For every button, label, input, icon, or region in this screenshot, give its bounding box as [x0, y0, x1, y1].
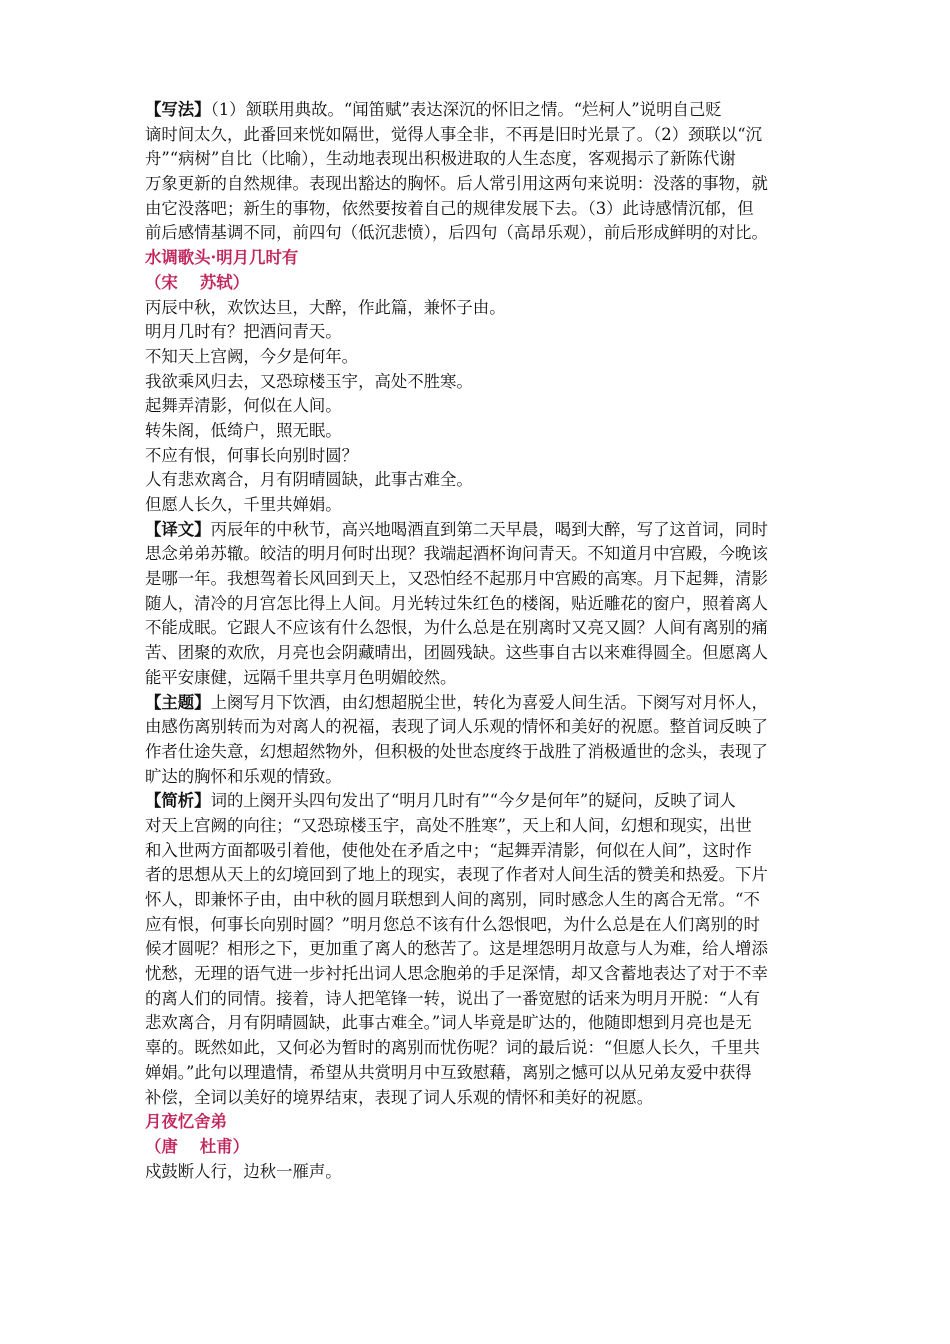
- paragraph-line: 辜的。既然如此，又何必为暂时的离别而忧伤呢？词的最后说：“但愿人长久，千里共: [145, 1038, 760, 1058]
- paragraph-line: 万象更新的自然规律。表现出豁达的胸怀。后人常引用这两句来说明：没落的事物，就: [145, 174, 768, 194]
- paragraph-line: 由感伤离别转而为对离人的祝福，表现了词人乐观的情怀和美好的祝愿。整首词反映了: [145, 717, 768, 737]
- document-page: [145, 98, 825, 1184]
- poem-line: 丙辰中秋，欢饮达旦，大醉，作此篇，兼怀子由。: [145, 297, 506, 317]
- paragraph-line: 思念弟弟苏辙。皎洁的明月何时出现？我端起酒杯询问青天。不知道月中宫殿，今晚该: [145, 544, 768, 564]
- poem-line: 起舞弄清影，何似在人间。: [145, 396, 342, 416]
- paragraph-line: 是哪一年。我想驾着长风回到天上，又恐怕经不起那月中宫殿的高寒。月下起舞，清影: [145, 569, 768, 589]
- section-label: 【简析】: [145, 791, 211, 811]
- paragraph-line: 和入世两方面都吸引着他，使他处在矛盾之中；“起舞弄清影，何似在人间”，这时作: [145, 840, 752, 860]
- paragraph-line: 婵娟。”此句以理遣情，希望从共赏明月中互致慰藉，离别之憾可以从兄弟友爱中获得: [145, 1062, 752, 1082]
- poem-body: [145, 296, 825, 518]
- paragraph-line: 对天上宫阙的向往；“又恐琼楼玉宇，高处不胜寒”，天上和人间，幻想和现实，出世: [145, 815, 752, 835]
- poem-title: 水调歌头·明月几时有: [145, 248, 299, 268]
- section-label: 【写法】: [145, 100, 211, 119]
- poem-line: 我欲乘风归去，又恐琼楼玉宇，高处不胜寒。: [145, 371, 473, 391]
- paragraph-line: 应有恨，何事长向别时圆？”明月您总不该有什么怨恨吧，为什么总是在人们离别的时: [145, 914, 760, 934]
- paragraph-line: 上阕写月下饮酒，由幻想超脱尘世，转化为喜爱人间生活。下阕写对月怀人，: [210, 692, 768, 712]
- paragraph-line: 忧愁，无理的语气进一步衬托出词人思念胞弟的手足深情，却又含蓄地表达了对于不幸: [145, 964, 768, 984]
- paragraph-line: 不能成眠。它跟人不应该有什么怨恨，为什么总是在别离时又亮又圆？人间有离别的痛: [145, 618, 768, 638]
- poem-line: 明月几时有？把酒问青天。: [145, 322, 342, 342]
- section-label: 【译文】: [145, 519, 211, 539]
- poem-author: （宋 苏轼）: [145, 272, 250, 292]
- theme-paragraph: [145, 691, 825, 790]
- poem-line: 不知天上宫阙，今夕是何年。: [145, 346, 359, 366]
- paragraph-line: 谪时间太久，此番回来恍如隔世，觉得人事全非，不再是旧时光景了。（2）颈联以“沉: [145, 124, 763, 144]
- paragraph-line: 苦、团聚的欢欣，月亮也会阴藏晴出，团圆残缺。这些事自古以来难得圆全。但愿离人: [145, 643, 768, 663]
- paragraph-line: 由它没落吧；新生的事物，依然要按着自己的规律发展下去。（3）此诗感情沉郁，但: [145, 198, 754, 218]
- paragraph-line: 丙辰年的中秋节，高兴地喝酒直到第二天早晨，喝到大醉，写了这首词，同时: [210, 519, 768, 539]
- paragraph-line: 悲欢离合，月有阴晴圆缺，此事古难全。”词人毕竟是旷达的，他随即想到月亮也是无: [145, 1013, 752, 1033]
- paragraph-line: 者的思想从天上的幻境回到了地上的现实，表现了作者对人间生活的赞美和热爱。下片: [145, 865, 768, 885]
- translation-paragraph: [145, 518, 825, 691]
- poem-line: 人有悲欢离合，月有阴晴圆缺，此事古难全。: [145, 470, 473, 490]
- poem-title: 月夜忆舍弟: [145, 1112, 227, 1132]
- paragraph-line: 作者仕途失意，幻想超然物外，但积极的处世态度终于战胜了消极遁世的念头，表现了: [145, 741, 768, 761]
- poem-line: 转朱阁，低绮户，照无眠。: [145, 420, 342, 440]
- paragraph-line: 的离人们的同情。接着，诗人把笔锋一转，说出了一番宽慰的话来为明月开脱：“人有: [145, 988, 760, 1008]
- paragraph-line: 随人，清冷的月宫怎比得上人间。月光转过朱红色的楼阁，贴近雕花的窗户，照着离人: [145, 593, 768, 613]
- poem-author: （唐 杜甫）: [145, 1136, 250, 1156]
- paragraph-line: 前后感情基调不同，前四句（低沉悲愤），后四句（高昂乐观），前后形成鲜明的对比。: [145, 223, 768, 243]
- paragraph-line: 词的上阕开头四句发出了“明月几时有”“今夕是何年”的疑问，反映了词人: [210, 791, 736, 811]
- paragraph-line: 能平安康健，远隔千里共享月色明媚皎然。: [145, 667, 457, 687]
- poem-line: 戍鼓断人行，边秋一雁声。: [145, 1161, 342, 1181]
- writing-technique-paragraph: [145, 98, 825, 246]
- paragraph-line: 怀人，即兼怀子由，由中秋的圆月联想到人间的离别，同时感念人生的离合无常。“不: [145, 890, 760, 909]
- paragraph-line: 旷达的胸怀和乐观的情致。: [145, 766, 342, 786]
- section-label: 【主题】: [145, 692, 211, 712]
- paragraph-line: 舟”“病树”自比（比喻），生动地表现出积极进取的人生态度，客观揭示了新陈代谢: [145, 149, 736, 169]
- paragraph-line: 补偿，全词以美好的境界结束，表现了词人乐观的情怀和美好的祝愿。: [145, 1087, 654, 1107]
- poem-line: 不应有恨，何事长向别时圆？: [145, 445, 359, 465]
- poem-line: 但愿人长久，千里共婵娟。: [145, 495, 342, 514]
- paragraph-line: （1）颔联用典故。“闻笛赋”表达深沉的怀旧之情。“烂柯人”说明自己贬: [210, 100, 722, 119]
- paragraph-line: 候才圆呢？相形之下，更加重了离人的愁苦了。这是埋怨明月故意与人为难，给人增添: [145, 939, 768, 959]
- analysis-paragraph: [145, 789, 825, 1110]
